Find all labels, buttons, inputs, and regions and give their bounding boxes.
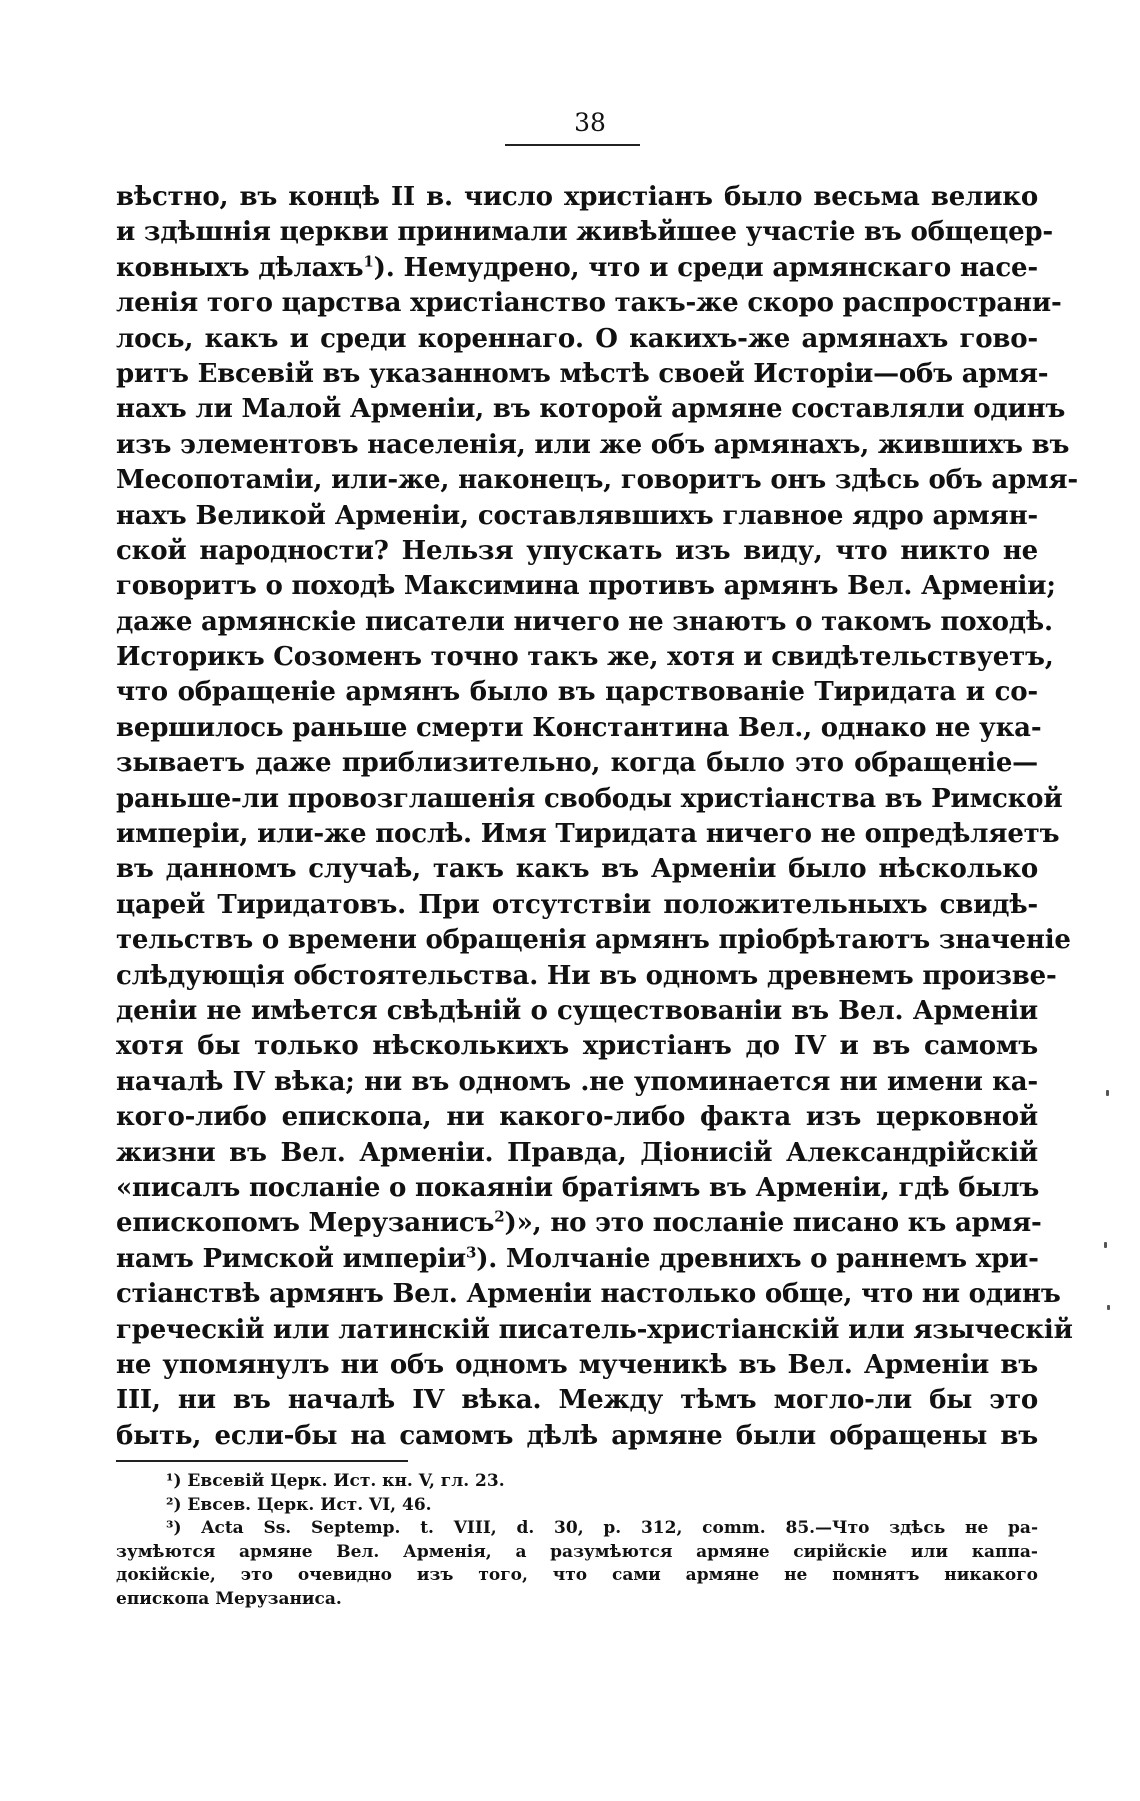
text-line: говоритъ о походѣ Максимина противъ армянъ Вел. Арменіи; bbox=[116, 571, 1056, 602]
text-line: и здѣшнія церкви принимали живѣйшее участіе въ общецер- bbox=[116, 217, 1053, 248]
footnote-3 bbox=[116, 1517, 1038, 1541]
footnote-mark: ³) bbox=[166, 1518, 182, 1538]
footnote-text: Евсевій Церк. Ист. кн. V, гл. 23. bbox=[187, 1471, 505, 1491]
footnote-text: Евсев. Церк. Ист. VI, 46. bbox=[187, 1494, 432, 1515]
footnote-mark: ¹) bbox=[166, 1471, 182, 1491]
text-line: началѣ IV вѣка; ни въ одномъ .не упоминается ни имени ка- bbox=[116, 1066, 1038, 1097]
text-line: быть, если-бы на самомъ дѣлѣ армяне были обращены въ bbox=[116, 1420, 1038, 1451]
text-line: ленія того царства христіанство такъ-же скоро распространи- bbox=[116, 288, 1062, 319]
footnote-ref-2: 2 bbox=[494, 1207, 505, 1226]
footnote-3-cont: докійскіе, это очевидно изъ того, что сами армяне не помнятъ никакого bbox=[116, 1565, 1038, 1585]
text-line: царей Тиридатовъ. При отсутствіи положительныхъ свидѣ- bbox=[116, 889, 1038, 920]
scan-speck bbox=[1104, 1242, 1107, 1248]
text-line: жизни въ Вел. Арменіи. Правда, Діонисій Александрійскій bbox=[116, 1137, 1038, 1168]
text-line: тельствъ о времени обращенія армянъ пріобрѣтаютъ значеніе bbox=[116, 925, 1071, 956]
text-line: нахъ ли Малой Арменіи, въ которой армяне составляли одинъ bbox=[116, 394, 1066, 425]
text-line: ской народности? Нельзя упускать изъ виду, что никто не bbox=[116, 535, 1038, 566]
footnote-ref-3: 3 bbox=[465, 1243, 477, 1262]
text-segment: )», но это посланіе писано къ армя- bbox=[504, 1208, 1042, 1239]
text-segment: ). Молчаніе древнихъ о раннемъ хри- bbox=[476, 1243, 1039, 1274]
footnote-2 bbox=[116, 1494, 1038, 1518]
text-line: изъ элементовъ населенія, или же объ армянахъ, жившихъ въ bbox=[116, 429, 1070, 460]
text-line: Историкъ Созоменъ точно такъ же, хотя и свидѣтельствуетъ, bbox=[116, 642, 1054, 673]
footnote-ref-1: 1 bbox=[363, 252, 374, 271]
text-line: кого-либо епископа, ни какого-либо факта изъ церковной bbox=[116, 1102, 1038, 1133]
scan-speck bbox=[1107, 1305, 1110, 1310]
text-line: что обращеніе армянъ было въ царствованіе Тиридата и со- bbox=[116, 677, 1038, 708]
page-number: 38 bbox=[574, 108, 606, 137]
text-line bbox=[116, 1242, 1038, 1277]
text-segment: ковныхъ дѣлахъ bbox=[116, 252, 364, 283]
scan-speck bbox=[1106, 1090, 1109, 1096]
text-line: въ данномъ случаѣ, такъ какъ въ Арменіи было нѣсколько bbox=[116, 854, 1038, 885]
text-line bbox=[116, 251, 1038, 286]
text-line: вершилось раньше смерти Константина Вел., однако не ука- bbox=[116, 712, 1042, 743]
header-rule bbox=[505, 144, 640, 146]
text-line bbox=[116, 1206, 1042, 1241]
text-segment: епископомъ Мерузанисъ bbox=[116, 1208, 495, 1239]
footnote-1 bbox=[116, 1470, 1038, 1494]
text-line: имперіи, или-же послѣ. Имя Тиридата ничего не опредѣляетъ bbox=[116, 819, 1060, 850]
footnote-mark: ²) bbox=[166, 1494, 182, 1515]
footnotes bbox=[116, 1470, 1038, 1611]
main-text bbox=[116, 180, 1078, 1454]
text-line: хотя бы только нѣсколькихъ христіанъ до IV и въ самомъ bbox=[116, 1031, 1038, 1062]
text-line: ритъ Евсевій въ указанномъ мѣстѣ своей Исторіи—объ армя- bbox=[116, 358, 1049, 389]
text-line: стіанствѣ армянъ Вел. Арменіи настолько обще, что ни одинъ bbox=[116, 1279, 1061, 1310]
footnote-3-cont: епископа Мерузаниса. bbox=[116, 1588, 342, 1609]
text-line: «писалъ посланіе о покаяніи братіямъ въ Арменіи, гдѣ былъ bbox=[116, 1172, 1040, 1203]
text-line: III, ни въ началѣ IV вѣка. Между тѣмъ могло-ли бы это bbox=[116, 1385, 1038, 1416]
text-line: не упомянулъ ни объ одномъ мученикѣ въ Вел. Арменіи въ bbox=[116, 1349, 1038, 1380]
text-line: слѣдующія обстоятельства. Ни въ одномъ древнемъ произве- bbox=[116, 960, 1057, 991]
footnote-separator bbox=[116, 1460, 408, 1462]
text-line: греческій или латинскій писатель-христіанскій или языческій bbox=[116, 1314, 1073, 1345]
text-line: зываетъ даже приблизительно, когда было это обращеніе— bbox=[116, 748, 1038, 779]
text-line: деніи не имѣется свѣдѣній о существованіи въ Вел. Арменіи bbox=[116, 995, 1038, 1026]
text-segment: ). Немудрено, что и среди армянскаго насе- bbox=[373, 252, 1038, 283]
footnote-3-cont: зумѣются армяне Вел. Арменія, а разумѣются армяне сирійскіе или каппа- bbox=[116, 1541, 1038, 1562]
text-line: нахъ Великой Арменіи, составлявшихъ главное ядро армян- bbox=[116, 500, 1038, 531]
text-line: вѣстно, въ концѣ II в. число христіанъ было весьма велико bbox=[116, 182, 1038, 212]
text-line: Месопотаміи, или-же, наконецъ, говоритъ онъ здѣсь объ армя- bbox=[116, 465, 1078, 496]
text-line: лось, какъ и среди кореннаго. О какихъ-же армянахъ гово- bbox=[116, 323, 1038, 354]
text-line: даже армянскіе писатели ничего не знаютъ о такомъ походѣ. bbox=[116, 606, 1053, 637]
footnote-text: Acta Ss. Septemp. t. VIII, d. 30, p. 312, comm. 85.—Что здѣсь не ра- bbox=[201, 1518, 1038, 1538]
text-segment: намъ Римской имперіи bbox=[116, 1243, 466, 1274]
text-line: раньше-ли провозглашенія свободы христіанства въ Римской bbox=[116, 783, 1063, 814]
